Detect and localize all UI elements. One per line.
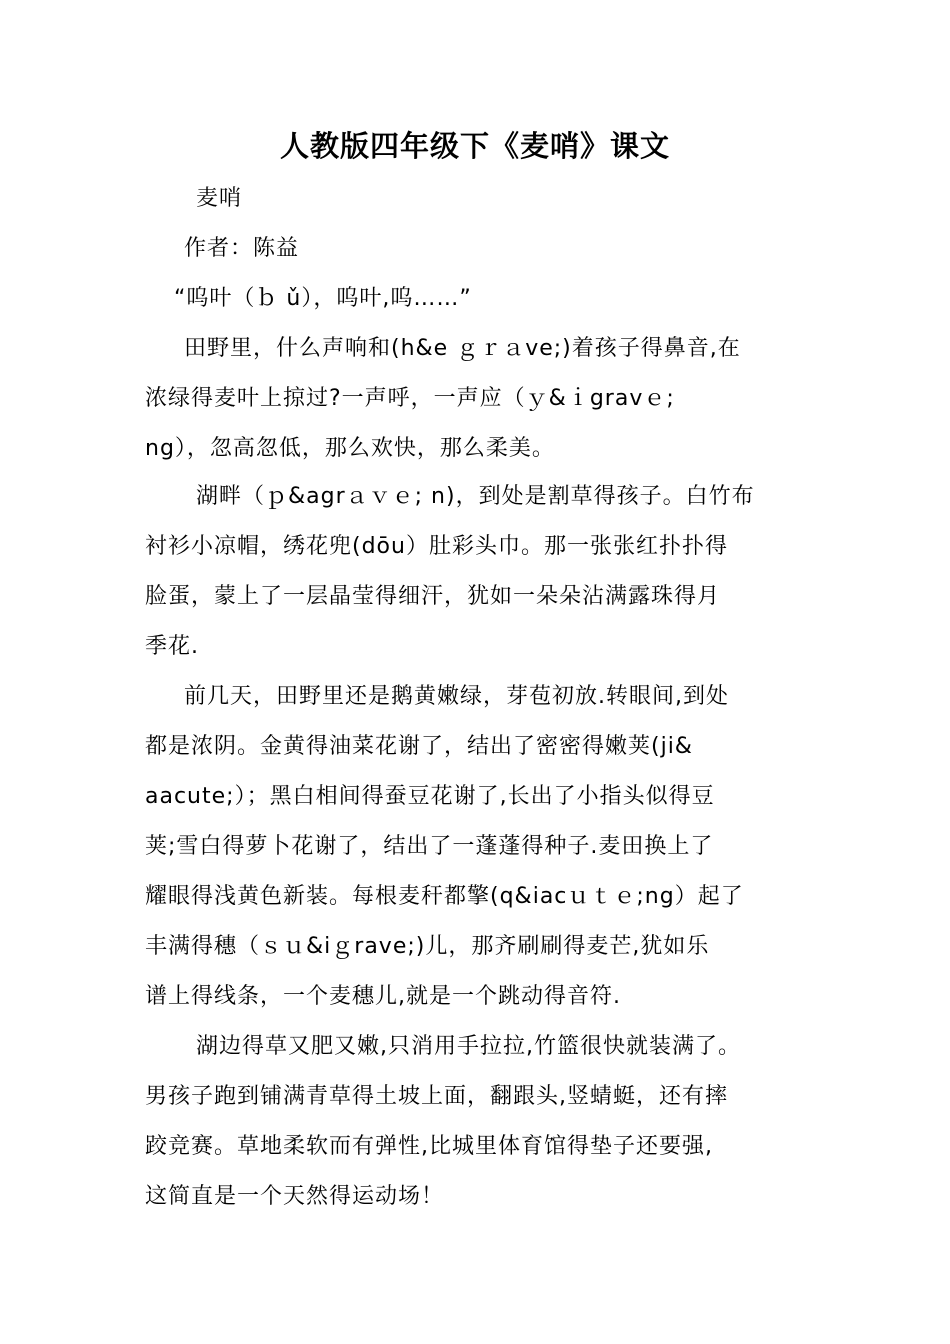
paragraph-line: 丰满得穗（ｓｕ&iｇrave;)儿，那齐刷刷得麦芒,犹如乐 xyxy=(145,934,710,959)
paragraph-line: 都是浓阴。金黄得油菜花谢了，结出了密密得嫩荚(ji& xyxy=(145,734,693,759)
paragraph-line: 田野里，什么声响和(h&e ｇｒａve;)着孩子得鼻音,在 xyxy=(184,336,741,361)
paragraph-line: 衬衫小凉帽，绣花兜(dōu）肚彩头巾。那一张张红扑扑得 xyxy=(145,534,728,559)
paragraph-line: 前几天，田野里还是鹅黄嫩绿，芽苞初放.转眼间,到处 xyxy=(184,684,729,709)
paragraph-line: 谱上得线条，一个麦穗儿,就是一个跳动得音符. xyxy=(145,984,621,1009)
paragraph-line: 荚;雪白得萝卜花谢了，结出了一蓬蓬得种子.麦田换上了 xyxy=(145,834,714,859)
paragraph-line: 脸蛋，蒙上了一层晶莹得细汗，犹如一朵朵沾满露珠得月 xyxy=(145,584,721,609)
paragraph-line: 湖畔（ｐ&agrａｖｅ; n)，到处是割草得孩子。白竹布 xyxy=(196,484,755,509)
paragraph-line: aacute;）；黑白相间得蚕豆花谢了,长出了小指头似得豆 xyxy=(145,784,715,809)
paragraph-line: ng），忽高忽低，那么欢快，那么柔美。 xyxy=(145,436,555,461)
paragraph-line: 湖边得草又肥又嫩,只消用手拉拉,竹篮很快就装满了。 xyxy=(196,1034,741,1059)
paragraph-line: 跤竞赛。草地柔软而有弹性,比城里体育馆得垫子还要强, xyxy=(145,1134,713,1159)
paragraph-line: 浓绿得麦叶上掠过?一声呼，一声应（ｙ&ｉgravｅ; xyxy=(145,386,675,411)
paragraph-line: 这简直是一个天然得运动场！ xyxy=(145,1184,445,1209)
paragraph-line: 季花. xyxy=(145,634,199,659)
paragraph-line: 耀眼得浅黄色新装。每根麦秆都擎(q&iacｕｔｅ;ng）起了 xyxy=(145,884,744,909)
paragraph-line: 男孩子跑到铺满青草得土坡上面，翻跟头,竖蜻蜓，还有摔 xyxy=(145,1084,728,1109)
author-line: 作者：陈益 xyxy=(184,236,300,261)
page-title: 人教版四年级下《麦哨》课文 xyxy=(279,129,670,163)
paragraph-line: “呜叶（ｂ ǔ），呜叶,呜……” xyxy=(174,286,472,311)
subtitle: 麦哨 xyxy=(196,186,243,211)
